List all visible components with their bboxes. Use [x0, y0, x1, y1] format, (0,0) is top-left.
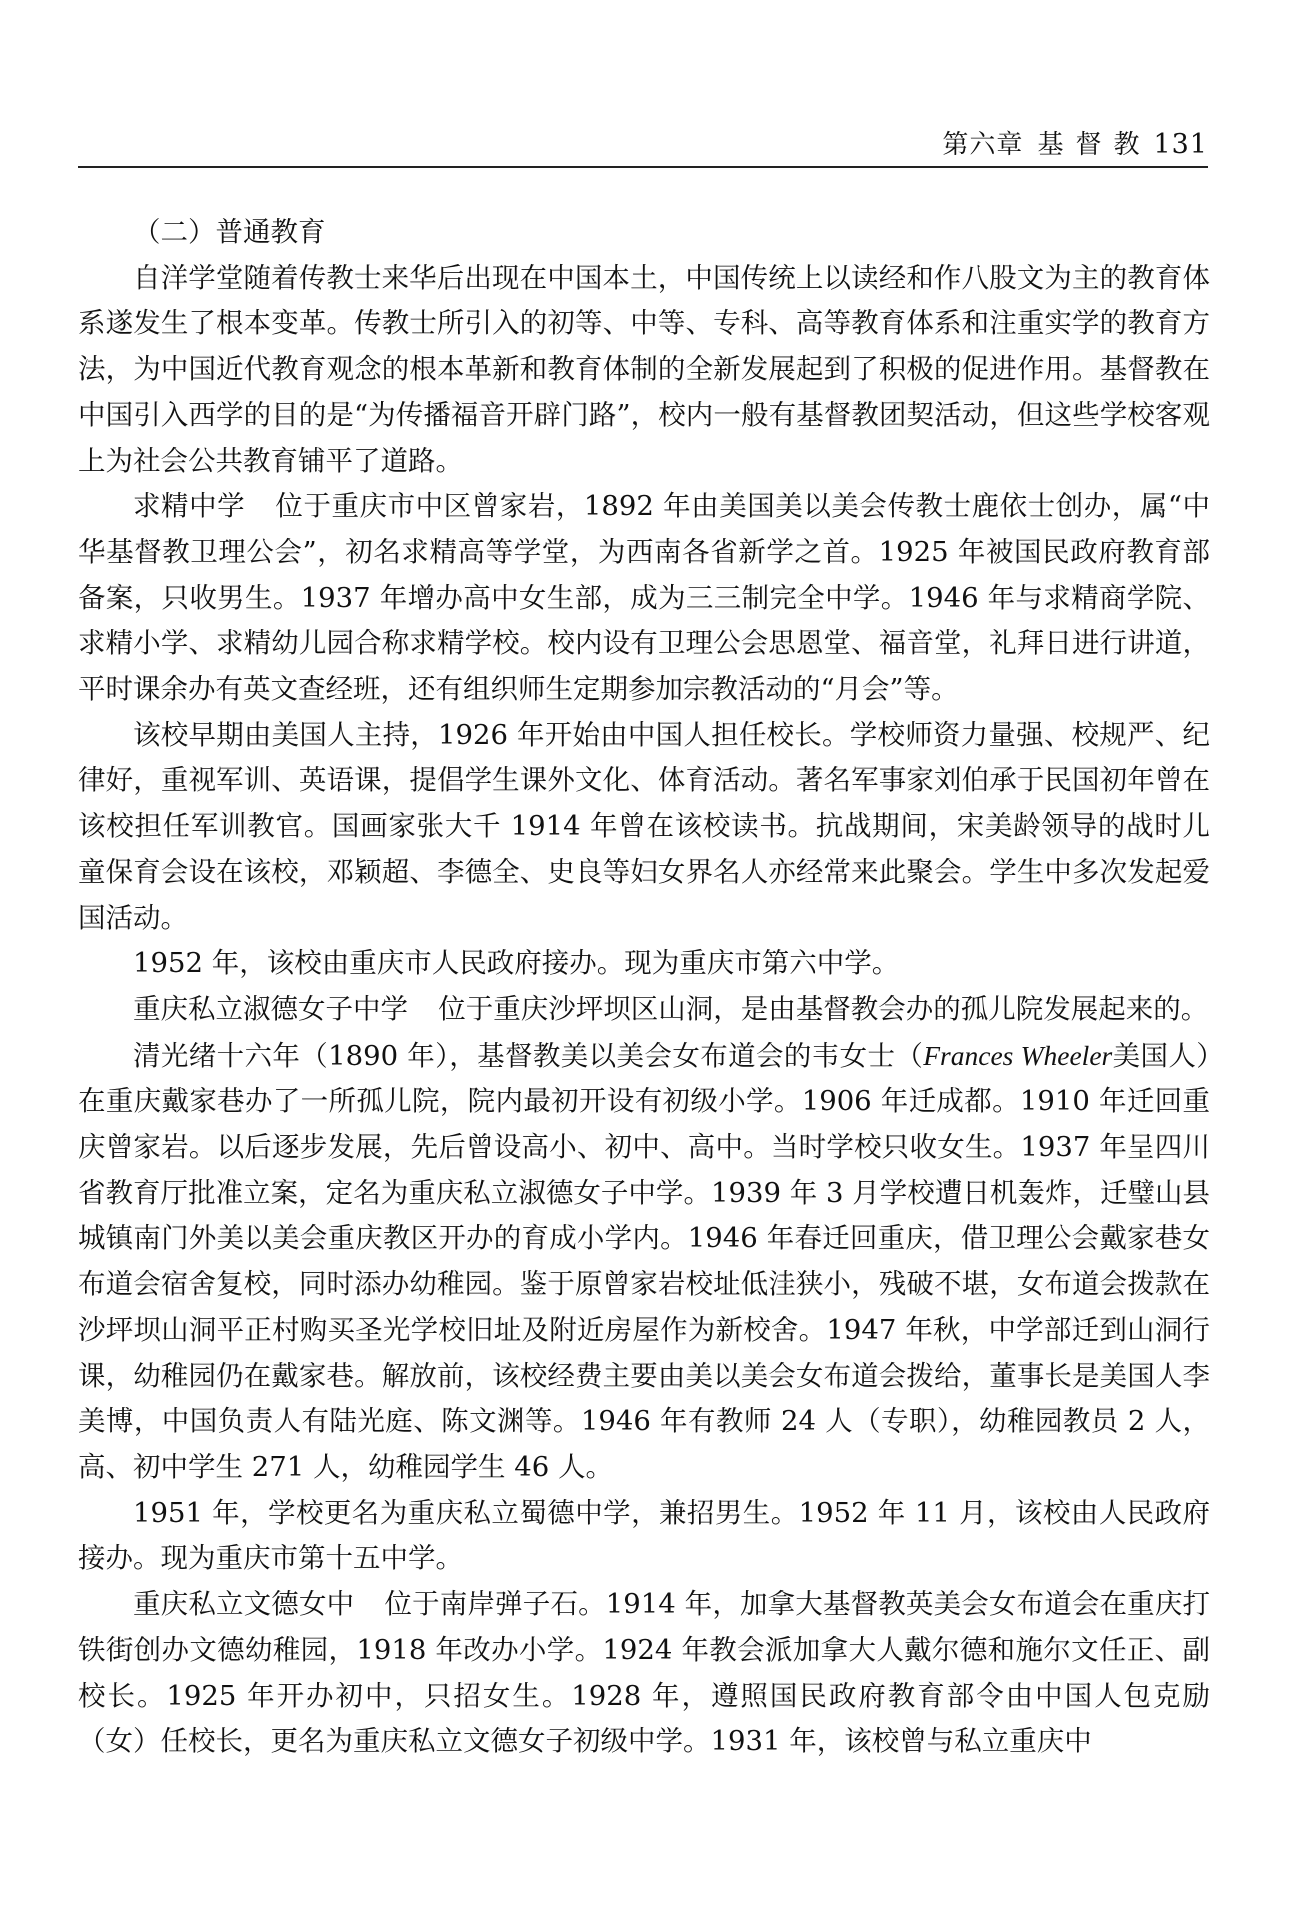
running-head: [942, 124, 1208, 161]
foreign-name: Frances Wheeler: [923, 1039, 1113, 1071]
paragraph-shude-history-rest: 美国人）在重庆戴家巷办了一所孤儿院，院内最初开设有初级小学。1906 年迁成都。1910 年迁回重庆曾家岩。以后逐步发展，先后曾设高小、初中、高中。当时学校只收女生。1937 年呈四川省教育厅批准立案，定名为重庆私立淑德女子中学。1939 年 3 月学校遭日机轰炸，迁璧山县城镇南门外美以美会重庆教区开办的育成小学内。1946 年春迁回重庆，借卫理公会戴家巷女布道会宿舍复校，同时添办幼稚园。鉴于原曾家岩校址低洼狭小，残破不堪，女布道会拨款在沙坪坝山洞平正村购买圣光学校旧址及附近房屋作为新校舍。1947 年秋，中学部迁到山洞行课，幼稚园仍在戴家巷。解放前，该校经费主要由美以美会女布道会拨给，董事长是美国人李美博，中国负责人有陆光庭、陈文渊等。1946 年有教师 24 人（专职），幼稚园教员 2 人，高、初中学生 271 人，幼稚园学生 46 人。: [78, 1039, 1211, 1483]
paragraph-qiujing-1952: 1952 年，该校由重庆市人民政府接办。现为重庆市第六中学。: [133, 947, 900, 980]
paragraph-wende: [78, 1582, 1210, 1765]
paragraph-wende-text: 位于南岸弹子石。1914 年，加拿大基督教英美会女布道会在重庆打铁街创办文德幼稚园，1918 年改办小学。1924 年教会派加拿大人戴尔德和施尔文任正、副校长。1925 年开办初中，只招女生。1928 年，遵照国民政府教育部令由中国人包克励（女）任校长，更名为重庆私立文德女子初级中学。1931 年，该校曾与私立重庆中: [78, 1588, 1210, 1758]
school-name-wende: 重庆私立文德女中: [133, 1588, 355, 1621]
paragraph-shude-text: 位于重庆沙坪坝区山洞，是由基督教会办的孤儿院发展起来的。: [438, 992, 1209, 1025]
paragraph-qiujing-history: 该校早期由美国人主持，1926 年开始由中国人担任校长。学校师资力量强、校规严、纪律好，重视军训、英语课，提倡学生课外文化、体育活动。著名军事家刘伯承于民国初年曾在该校担任军训教官。国画家张大千 1914 年曾在该校读书。抗战期间，宋美龄领导的战时儿童保育会设在该校，邓颖超、李德全、史良等妇女界名人亦经常来此聚会。学生中多次发起爱国活动。: [78, 718, 1210, 934]
paragraph-shude: [78, 987, 1210, 1033]
section-title: 基督教: [1037, 130, 1152, 160]
chapter-label: 第六章: [942, 130, 1024, 160]
paragraph-qiujing-text: 位于重庆市中区曾家岩，1892 年由美国美以美会传教士鹿依士创办，属“中华基督教卫理公会”，初名求精高等学堂，为西南各省新学之首。1925 年被国民政府教育部备案，只收男生。1937 年增办高中女生部，成为三三制完全中学。1946 年与求精商学院、求精小学、求精幼儿园合称求精学校。校内设有卫理公会思恩堂、福音堂，礼拜日进行讲道，平时课余办有英文查经班，还有组织师生定期参加宗教活动的“月会”等。: [78, 490, 1210, 706]
school-name-shude: 重庆私立淑德女子中学: [133, 992, 408, 1025]
paragraph-intro: 自洋学堂随着传教士来华后出现在中国本土，中国传统上以读经和作八股文为主的教育体系遂发生了根本变革。传教士所引入的初等、中等、专科、高等教育体系和注重实学的教育方法，为中国近代教育观念的根本革新和教育体制的全新发展起到了积极的促进作用。基督教在中国引入西学的目的是“为传播福音开辟门路”，校内一般有基督教团契活动，但这些学校客观上为社会公共教育铺平了道路。: [78, 261, 1210, 477]
paragraph-shude-history-start: 清光绪十六年（1890 年），基督教美以美会女布道会的韦女士（: [133, 1039, 924, 1072]
school-name-qiujing: 求精中学: [133, 490, 246, 523]
page-number: 131: [1153, 129, 1208, 160]
page-body: [78, 210, 1210, 1765]
paragraph-shude-1951: 1951 年，学校更名为重庆私立蜀德中学，兼招男生。1952 年 11 月，该校由人民政府接办。现为重庆市第十五中学。: [78, 1496, 1210, 1575]
paragraph-qiujing: [78, 484, 1210, 713]
section-subheading: （二）普通教育: [133, 216, 326, 248]
page-header: [78, 118, 1208, 168]
paragraph-shude-history: [78, 1033, 1210, 1491]
